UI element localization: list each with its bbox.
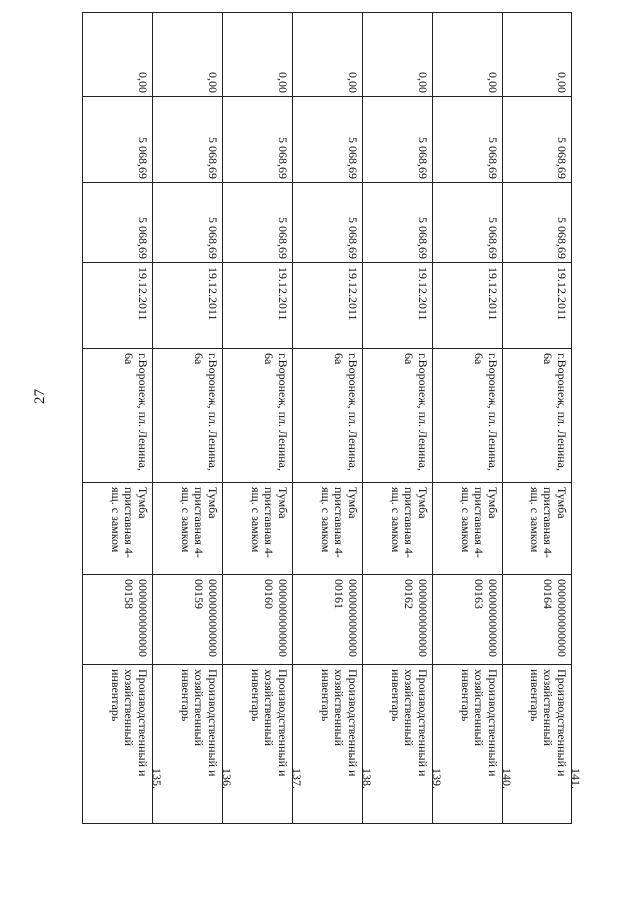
row-number: 139. bbox=[430, 768, 444, 789]
cell-text: г.Воронеж, пл. Ленина, 6а bbox=[541, 353, 569, 471]
cell-text: 5 068,69 bbox=[206, 137, 220, 179]
cell-text: 000000000000000163 bbox=[472, 579, 500, 657]
cell-text: Тумба приставная 4-ящ. с замком bbox=[459, 487, 500, 558]
cell-depreciation bbox=[432, 96, 502, 182]
cell-text: 5 068,69 bbox=[416, 217, 430, 259]
cell-initial-cost bbox=[362, 182, 432, 262]
cell-text: 5 068,69 bbox=[276, 217, 290, 259]
cell-text: г.Воронеж, пл. Ленина, 6а bbox=[472, 353, 500, 471]
table-row bbox=[432, 12, 514, 824]
cell-text: Производственный и хозяйственный инвентарь bbox=[249, 669, 290, 777]
cell-initial-cost bbox=[502, 182, 572, 262]
cell-text: Тумба приставная 4-ящ. с замком bbox=[109, 487, 150, 558]
cell-text: 000000000000000162 bbox=[402, 579, 430, 657]
cell-inventory-no bbox=[152, 574, 222, 664]
cell-initial-cost bbox=[82, 182, 152, 262]
row-number: 137. bbox=[290, 768, 304, 789]
cell-date bbox=[432, 262, 502, 348]
cell-residual bbox=[152, 12, 222, 96]
cell-category bbox=[362, 664, 444, 824]
cell-address bbox=[432, 348, 502, 482]
cell-residual bbox=[362, 12, 432, 96]
cell-initial-cost bbox=[152, 182, 222, 262]
cell-text: Производственный и хозяйственный инвентарь bbox=[528, 669, 569, 777]
cell-residual bbox=[502, 12, 572, 96]
cell-date bbox=[152, 262, 222, 348]
cell-name bbox=[222, 482, 292, 574]
cell-text: г.Воронеж, пл. Ленина, 6а bbox=[332, 353, 360, 471]
cell-text: Производственный и хозяйственный инвентарь bbox=[319, 669, 360, 777]
cell-text: Производственный и хозяйственный инвентарь bbox=[459, 669, 500, 777]
cell-inventory-no bbox=[362, 574, 432, 664]
table-row bbox=[222, 12, 304, 824]
cell-depreciation bbox=[152, 96, 222, 182]
cell-depreciation bbox=[362, 96, 432, 182]
cell-text: 19.12.2011 bbox=[416, 267, 430, 321]
cell-text: 5 068,69 bbox=[555, 217, 569, 259]
cell-text: 5 068,69 bbox=[136, 217, 150, 259]
cell-text: Тумба приставная 4-ящ. с замком bbox=[319, 487, 360, 558]
cell-address bbox=[222, 348, 292, 482]
row-number: 135. bbox=[150, 768, 164, 789]
cell-name bbox=[362, 482, 432, 574]
cell-residual bbox=[292, 12, 362, 96]
cell-text: 5 068,69 bbox=[346, 137, 360, 179]
cell-initial-cost bbox=[222, 182, 292, 262]
cell-inventory-no bbox=[502, 574, 572, 664]
cell-text: г.Воронеж, пл. Ленина, 6а bbox=[262, 353, 290, 471]
cell-text: 0,00 bbox=[276, 72, 290, 93]
cell-category bbox=[82, 664, 164, 824]
cell-text: Производственный и хозяйственный инвентарь bbox=[389, 669, 430, 777]
cell-text: 19.12.2011 bbox=[346, 267, 360, 321]
cell-depreciation bbox=[222, 96, 292, 182]
cell-inventory-no bbox=[82, 574, 152, 664]
cell-category bbox=[432, 664, 514, 824]
cell-text: 19.12.2011 bbox=[136, 267, 150, 321]
cell-text: 5 068,69 bbox=[486, 217, 500, 259]
cell-residual bbox=[222, 12, 292, 96]
cell-text: 0,00 bbox=[416, 72, 430, 93]
cell-text: Тумба приставная 4-ящ. с замком bbox=[179, 487, 220, 558]
cell-text: Тумба приставная 4-ящ. с замком bbox=[389, 487, 430, 558]
cell-initial-cost bbox=[292, 182, 362, 262]
cell-text: 5 068,69 bbox=[555, 137, 569, 179]
cell-text: 19.12.2011 bbox=[276, 267, 290, 321]
cell-text: 19.12.2011 bbox=[555, 267, 569, 321]
cell-text: 0,00 bbox=[486, 72, 500, 93]
cell-text: 5 068,69 bbox=[276, 137, 290, 179]
cell-address bbox=[362, 348, 432, 482]
cell-text: г.Воронеж, пл. Ленина, 6а bbox=[122, 353, 150, 471]
cell-name bbox=[432, 482, 502, 574]
cell-address bbox=[292, 348, 362, 482]
cell-category bbox=[222, 664, 304, 824]
cell-text: 0,00 bbox=[206, 72, 220, 93]
cell-depreciation bbox=[82, 96, 152, 182]
cell-text: Производственный и хозяйственный инвентарь bbox=[109, 669, 150, 777]
cell-text: 000000000000000158 bbox=[122, 579, 150, 657]
cell-address bbox=[502, 348, 572, 482]
row-number: 140. bbox=[500, 768, 514, 789]
cell-date bbox=[292, 262, 362, 348]
cell-address bbox=[152, 348, 222, 482]
cell-address bbox=[82, 348, 152, 482]
cell-text: 19.12.2011 bbox=[206, 267, 220, 321]
cell-text: 19.12.2011 bbox=[486, 267, 500, 321]
cell-residual bbox=[432, 12, 502, 96]
row-number: 136. bbox=[220, 768, 234, 789]
cell-depreciation bbox=[292, 96, 362, 182]
cell-initial-cost bbox=[432, 182, 502, 262]
cell-text: 000000000000000161 bbox=[332, 579, 360, 657]
cell-date bbox=[362, 262, 432, 348]
cell-text: 5 068,69 bbox=[206, 217, 220, 259]
table-row bbox=[362, 12, 444, 824]
page-number: 27 bbox=[32, 389, 48, 404]
cell-text: 5 068,69 bbox=[416, 137, 430, 179]
table-row bbox=[292, 12, 374, 824]
cell-category bbox=[152, 664, 234, 824]
cell-name bbox=[152, 482, 222, 574]
cell-text: Производственный и хозяйственный инвентарь bbox=[179, 669, 220, 777]
cell-category bbox=[292, 664, 374, 824]
cell-text: 000000000000000159 bbox=[192, 579, 220, 657]
cell-date bbox=[82, 262, 152, 348]
cell-text: 0,00 bbox=[346, 72, 360, 93]
cell-text: г.Воронеж, пл. Ленина, 6а bbox=[192, 353, 220, 471]
cell-text: 5 068,69 bbox=[136, 137, 150, 179]
table-row bbox=[502, 12, 583, 824]
cell-name bbox=[502, 482, 572, 574]
cell-date bbox=[222, 262, 292, 348]
cell-category bbox=[502, 664, 583, 824]
cell-text: г.Воронеж, пл. Ленина, 6а bbox=[402, 353, 430, 471]
row-number: 141. bbox=[569, 768, 583, 789]
table-row bbox=[82, 12, 164, 824]
row-number: 138. bbox=[360, 768, 374, 789]
table-row bbox=[152, 12, 234, 824]
cell-text: 5 068,69 bbox=[486, 137, 500, 179]
cell-depreciation bbox=[502, 96, 572, 182]
cell-inventory-no bbox=[432, 574, 502, 664]
cell-text: 0,00 bbox=[555, 72, 569, 93]
cell-date bbox=[502, 262, 572, 348]
cell-text: 000000000000000160 bbox=[262, 579, 290, 657]
cell-text: Тумба приставная 4-ящ. с замком bbox=[249, 487, 290, 558]
cell-name bbox=[82, 482, 152, 574]
cell-inventory-no bbox=[222, 574, 292, 664]
cell-text: 000000000000000164 bbox=[541, 579, 569, 657]
cell-name bbox=[292, 482, 362, 574]
cell-text: Тумба приставная 4-ящ. с замком bbox=[528, 487, 569, 558]
cell-text: 0,00 bbox=[136, 72, 150, 93]
cell-residual bbox=[82, 12, 152, 96]
cell-text: 5 068,69 bbox=[346, 217, 360, 259]
cell-inventory-no bbox=[292, 574, 362, 664]
asset-table bbox=[72, 12, 583, 824]
